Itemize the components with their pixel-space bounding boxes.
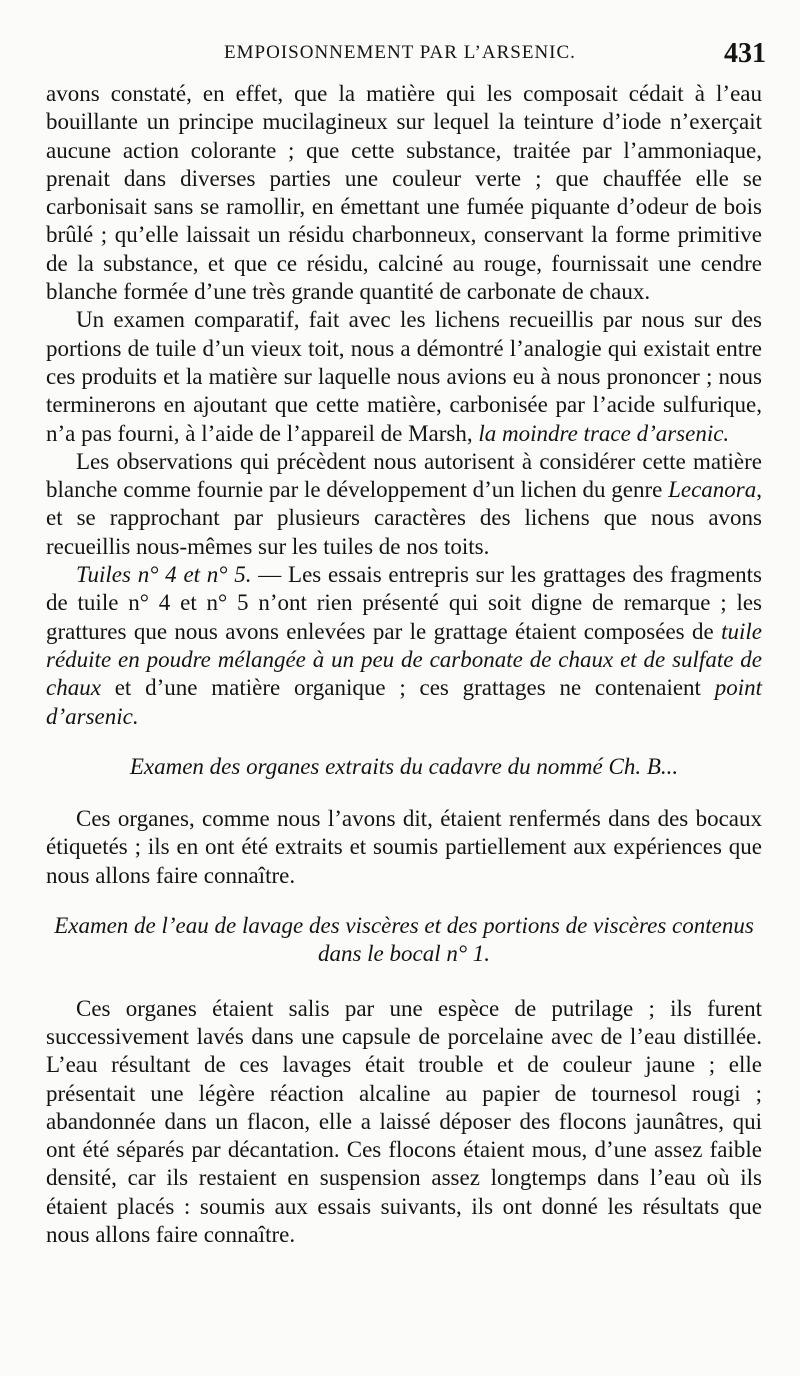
paragraph-4-conclusion: point d’arsenic. bbox=[46, 675, 763, 729]
body-text bbox=[46, 80, 762, 1249]
paragraph-5: Ces organes, comme nous l’avons dit, étaient renfermés dans des bocaux étiquetés ; ils en ont été extraits et soumis partiellement aux expériences que nous allons faire connaître. bbox=[46, 806, 762, 888]
paragraph-1: avons constaté, en effet, que la matière qui les composait cédait à l’eau bouillante un principe mucilagineux sur lequel la teinture d’iode n’exerçait aucune action colorante ; que cette substance, traitée par l’ammoniaque, prenait dans diverses parties une couleur verte ; que chauffée elle se carbonisait sans se ramollir, en émettant une fumée piquante d’odeur de bois brûlé ; qu’elle laissait un résidu charbonneux, conservant la forme primitive de la substance, et que ce résidu, calciné au rouge, fournissait une cendre blanche formée d’une très grande quantité de carbonate de chaux. bbox=[46, 81, 762, 305]
paragraph-4-text: — Les essais entrepris sur les grattages des fragments de tuile n° 4 et n° 5 n’ont rien présenté qui soit digne de remarque ; les grattures que nous avons enlevées par le grattage étaient composées de bbox=[46, 562, 762, 644]
paragraph-3-text: Les observations qui précèdent nous autorisent à considérer cette matière blanche comme fournie par le développement d’un lichen du genre bbox=[46, 448, 762, 503]
paragraph-4 bbox=[46, 561, 762, 731]
paragraph-3 bbox=[46, 448, 762, 561]
running-head: EMPOISONNEMENT PAR L’ARSENIC. bbox=[224, 42, 576, 63]
paragraph-3-genus: Lecanora bbox=[668, 477, 757, 503]
section-heading-washing: Examen de l’eau de lavage des viscères et des portions de viscères contenus dans le bocal n° 1. bbox=[54, 913, 754, 967]
paragraph-6: Ces organes étaient salis par une espèce de putrilage ; ils furent successivement lavés dans une capsule de porcelaine avec de l’eau distillée. L’eau résultant de ces lavages était trouble et de couleur jaune ; elle présentait une légère réaction alcaline au papier de tournesol rougi ; abandonnée dans un flacon, elle a laissé déposer des flocons jaunâtres, qui ont été séparés par décantation. Ces flocons étaient mous, d’une assez faible densité, car ils restaient en suspension assez longtemps dans l’eau où ils étaient placés : soumis aux essais suivants, ils ont donné les résultats que nous allons faire connaître. bbox=[46, 995, 762, 1247]
paragraph-4-emphasis: tuile réduite en poudre mélangée à un peu de carbonate de chaux et de sulfate de chaux bbox=[46, 618, 763, 701]
paragraph-2-emphasis: la moindre trace d’arsenic. bbox=[478, 420, 730, 446]
paragraph-2-text: Un examen comparatif, fait avec les lichens recueillis par nous sur des portions de tuile d’un vieux toit, nous a démontré l’analogie qui existait entre ces produits et la matière sur laquelle nous avions eu à nous prononcer ; nous terminerons en ajoutant que cette matière, carbonisée par l’acide sulfurique, n’a pas fourni, à l’aide de l’appareil de Marsh, bbox=[46, 307, 762, 446]
page-number: 431 bbox=[724, 38, 766, 69]
section-heading-organs: Examen des organes extraits du cadavre du nommé Ch. B... bbox=[129, 753, 679, 779]
paragraph-4-subject: Tuiles n° 4 et n° 5. bbox=[76, 562, 252, 588]
page-header bbox=[0, 38, 800, 78]
paragraph-2 bbox=[46, 306, 762, 447]
paragraph-3-text-end: , et se rapprochant par plusieurs caractères des lichens que nous avons recueillis nous-mêmes sur les tuiles de nos toits. bbox=[46, 477, 762, 559]
paragraph-4-text-middle: et d’une matière organique ; ces grattages ne contenaient bbox=[114, 675, 701, 701]
